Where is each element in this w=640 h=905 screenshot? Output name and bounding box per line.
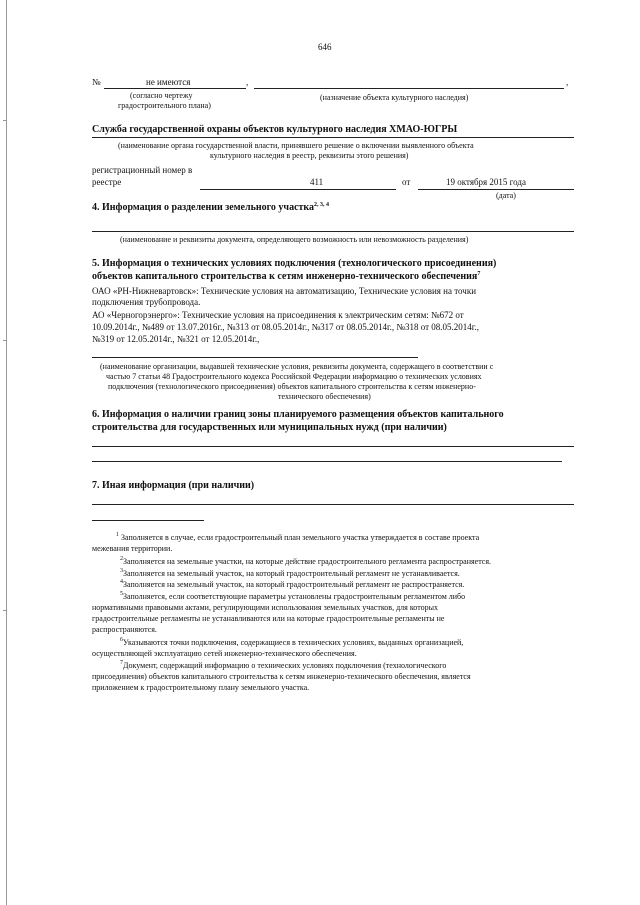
section-4-underline	[92, 231, 574, 232]
registry-label-2: реестре	[92, 177, 122, 187]
section-7-title: 7. Иная информация (при наличии)	[92, 480, 255, 491]
object-no-value: не имеются	[146, 77, 191, 87]
object-no-hint-1: (согласно чертежу	[130, 91, 193, 100]
registry-date: 19 октября 2015 года	[446, 177, 526, 187]
object-no-underline	[104, 88, 246, 89]
section-6-line-2	[92, 461, 562, 462]
registry-date-hint: (дата)	[496, 191, 516, 200]
scan-edge-mark	[3, 340, 7, 341]
section-5-underline	[92, 357, 418, 358]
section-5-title-line-2: объектов капитального строительства к сетям инженерно-технического обеспечения$^7$	[92, 271, 481, 282]
section-6-line-1	[92, 446, 574, 447]
section-7-underline	[92, 504, 574, 505]
section-5-p2-line-2: 10.09.2014г., №489 от 13.07.2016г., №313 от 08.05.2014г., №317 от 08.05.2014г., №318 от 08.05.2014г.,	[92, 322, 479, 332]
section-5-hint-2: частью 7 статьи 48 Градостроительного кодекса Российской Федерации информацию о технических условиях	[106, 372, 482, 381]
registry-number: 411	[310, 177, 324, 187]
section-6-title-line-1: 6. Информация о наличии границ зоны планируемого размещения объектов капитального	[92, 409, 504, 420]
scan-edge-mark	[3, 610, 7, 611]
authority-hint-1: (наименование органа государственной власти, принявшего решение о включении выявленного объекта	[118, 141, 474, 150]
section-5-p2-line-3: №319 от 12.05.2014г., №321 от 12.05.2014г.,	[92, 334, 260, 344]
footnote-7-line-3: приложением к градостроительному плану земельного участка.	[92, 683, 310, 692]
authority-underline	[92, 137, 574, 138]
section-5-p1-line-2: подключения трубопровода.	[92, 297, 201, 307]
object-purpose-comma: ,	[566, 77, 569, 87]
footnote-3: $^3$Заполняется на земельный участок, на который градостроительный регламент не устанавливается.	[120, 568, 460, 578]
registry-number-underline	[200, 189, 396, 190]
section-6-title-line-2: строительства для государственных или муниципальных нужд (при наличии)	[92, 422, 447, 433]
footnote-5-line-4: распространяются.	[92, 625, 157, 634]
footnote-1-line-2: межевания территории.	[92, 544, 173, 553]
object-purpose-hint: (назначение объекта культурного наследия)	[320, 93, 469, 102]
footnote-2: $^2$Заполняется на земельные участки, на которые действие градостроительного регламента распространяется.	[120, 556, 492, 566]
registry-label-1: регистрационный номер в	[92, 165, 193, 175]
section-5-title-line-1: 5. Информация о технических условиях подключения (технологического присоединения)	[92, 258, 497, 269]
object-purpose-underline	[254, 88, 564, 89]
footnote-1: $^1$ Заполняется в случае, если градостроительный план земельного участка утверждается в составе проекта	[116, 532, 480, 542]
registry-from: от	[402, 177, 411, 187]
section-5-hint-1: (наименование организации, выдавшей технические условия, реквизиты документа, содержащего в соответствии с	[100, 362, 494, 371]
footnote-separator	[92, 520, 204, 521]
section-4-hint: (наименование и реквизиты документа, определяющего возможность или невозможность разделения)	[120, 235, 469, 244]
footnote-5-line-2: нормативными правовыми актами, регулирующими использования земельных участков, для которых	[92, 603, 438, 612]
authority-name: Служба государственной охраны объектов культурного наследия ХМАО-ЮГРЫ	[92, 124, 458, 135]
scan-edge-mark	[3, 120, 7, 121]
footnote-5: $^5$Заполняется, если соответствующие параметры установлены градостроительным регламентом либо	[120, 591, 466, 601]
footnote-4: $^4$Заполняется на земельный участок, на который градостроительный регламент не распространяется.	[120, 579, 465, 589]
footnote-5-line-3: градостроительные регламенты не устанавливаются или на которые градостроительные регламенты не	[92, 614, 445, 623]
page-number: 646	[318, 42, 332, 52]
footnote-6: $^6$Указываются точки подключения, содержащиеся в технических условиях, выданных организацией,	[120, 637, 464, 647]
object-no-hint-2: градостроительного плана)	[118, 101, 211, 110]
object-no-prefix: №	[92, 77, 101, 87]
object-no-comma: ,	[246, 77, 249, 87]
footnote-7: $^7$Документ, содержащий информацию о технических условиях подключения (технологического	[120, 660, 447, 670]
scan-left-edge	[6, 0, 7, 905]
section-4-title: 4. Информация о разделении земельного участка$^{2, 3, 4}$	[92, 202, 330, 213]
section-5-p1-line-1: ОАО «РН-Нижневартовск»: Технические условия на автоматизацию, Технические условия на точки	[92, 286, 477, 296]
footnote-7-line-2: присоединения) объектов капитального строительства к сетям инженерно-технического обеспечения, является	[92, 672, 471, 681]
authority-hint-2: культурного наследия в реестр, реквизиты этого решения)	[210, 151, 409, 160]
section-5-hint-3: подключения (технологического присоединения) объектов капитального строительства к сетям инженерно-	[108, 382, 476, 391]
section-5-p2-line-1: АО «Черногорэнерго»: Технические условия на присоединения к электрическим сетям: №672 от	[92, 310, 464, 320]
footnote-6-line-2: осуществляющей эксплуатацию сетей инженерно-технического обеспечения.	[92, 649, 357, 658]
section-5-hint-4: технического обеспечения)	[278, 392, 371, 401]
registry-date-underline	[418, 189, 574, 190]
